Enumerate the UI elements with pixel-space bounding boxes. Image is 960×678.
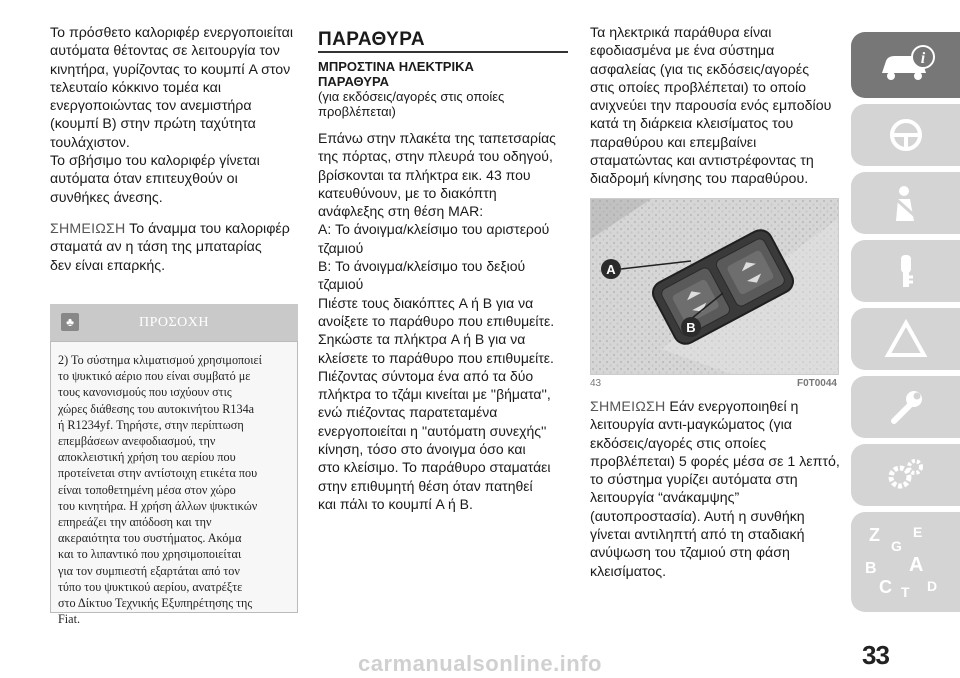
- warning-line: Fiat.: [58, 612, 81, 627]
- callout-a-label: A: [606, 262, 616, 277]
- text-line: βρίσκονται τα πλήκτρα εικ. 43 που: [318, 166, 531, 183]
- text-line: στο κλείσιμο. Το παράθυρο σταματάει: [318, 459, 551, 476]
- warning-line: επεμβάσεων ανεφοδιασμού, την: [58, 434, 216, 449]
- svg-text:G: G: [890, 538, 902, 554]
- section-title: ΠΑΡΑΘΥΡΑ: [318, 29, 426, 50]
- subsection-note: προβλέπεται): [318, 104, 396, 119]
- tab-technical-data[interactable]: [851, 444, 960, 506]
- warning-line: για τον συμπιεστή εξαρτάται από τον: [58, 563, 240, 578]
- svg-text:B: B: [864, 560, 877, 577]
- note-text: Το άναμμα του καλοριφέρ: [129, 221, 290, 237]
- warning-title: ΠΡΟΣΟΧΗ: [139, 315, 209, 330]
- text-line: B: Το άνοιγμα/κλείσιμο του δεξιού: [318, 258, 526, 275]
- alphabet-index-icon: [861, 517, 951, 607]
- note-text: κλεισίματος.: [590, 563, 667, 580]
- text-line: ενώ πιέζοντας παρατεταμένα: [318, 404, 498, 421]
- text-line: Πιέζοντας σύντομα ένα από τα δύο: [318, 367, 534, 384]
- callout-b-label: B: [686, 320, 696, 335]
- text-line: αυτόματα θέτοντας σε λειτουργία τον: [50, 43, 280, 60]
- note-text: το σύστημα γυρίζει αυτόματα στη: [590, 472, 798, 489]
- text-line: Σηκώστε τα πλήκτρα A ή B για να: [318, 331, 526, 348]
- text-line: κίνηση, τόσο στο άνοιγμα όσο και: [318, 441, 526, 458]
- warning-line: και το λιπαντικό που χρησιμοποιείται: [58, 547, 242, 562]
- door-panel-illustration: [591, 199, 838, 374]
- warning-box: [50, 341, 298, 627]
- text-line: στην επιθυμητή θέση όταν πατηθεί: [318, 477, 533, 494]
- text-line: τουλάχιστον.: [50, 134, 130, 151]
- note-text: λειτουργία αντι-μαγκώματος (για: [590, 417, 792, 434]
- figure-number: 43: [590, 378, 602, 389]
- svg-text:E: E: [912, 524, 922, 540]
- text-line: Τα ηλεκτρικά παράθυρα είναι: [590, 25, 772, 41]
- svg-text:A: A: [908, 554, 923, 576]
- section-divider: [318, 51, 568, 53]
- subsection-note: (για εκδόσεις/αγορές στις οποίες: [318, 89, 505, 104]
- tab-info[interactable]: [851, 32, 960, 98]
- text-line: ενεργοποιείται η ''αυτόματη συνεχής'': [318, 422, 547, 439]
- text-line: κλείσετε το παράθυρο που επιθυμείτε.: [318, 349, 554, 366]
- text-line: ασφαλείας (για τις εκδόσεις/αγορές: [590, 61, 810, 78]
- text-line: τζαμιού: [318, 276, 364, 293]
- warning-tree-icon: ♣: [61, 313, 79, 331]
- tab-dashboard-controls[interactable]: [851, 104, 960, 166]
- svg-text:Z: Z: [868, 525, 880, 545]
- warning-line: ή R1234yf. Τηρήστε, στην περίπτωση: [58, 417, 244, 432]
- text-line: ανιχνεύει την παρουσία ενός εμποδίου: [590, 98, 832, 115]
- gears-icon: [884, 455, 928, 495]
- tab-index[interactable]: [851, 512, 960, 612]
- text-line: τελευταίο κόκκινο τομέα και: [50, 79, 221, 96]
- safety-paragraph: [590, 24, 831, 189]
- subsection-title: ΜΠΡΟΣΤΙΝΑ ΗΛΕΚΤΡΙΚΑ: [318, 59, 474, 74]
- text-line: Το πρόσθετο καλοριφέρ ενεργοποιείται: [50, 25, 294, 41]
- warning-triangle-icon: [884, 319, 928, 359]
- note-label: ΣΗΜΕΙΩΣΗ: [50, 221, 126, 237]
- svg-text:i: i: [920, 50, 925, 67]
- text-line: αυτόματα όταν επιτευχθούν οι: [50, 171, 238, 188]
- warning-line: ακεραιότητα του συστήματος. Ακόμα: [58, 531, 242, 546]
- warning-line: το ψυκτικό αέριο που είναι συμβατό με: [58, 369, 251, 384]
- note-text: γίνεται αντιληπτή από τη σταδιακή: [590, 527, 805, 544]
- steering-wheel-icon: [884, 117, 928, 153]
- text-line: (κουμπί B) στην πρώτη ταχύτητα: [50, 116, 256, 133]
- text-line: Επάνω στην πλακέτα της ταπετσαρίας: [318, 130, 556, 146]
- text-line: σταματώντας και αντιστρέφοντας τη: [590, 153, 814, 170]
- warning-line: στο Δίκτυο Τεχνικής Εξυπηρέτησης της: [58, 596, 253, 611]
- tab-starting-driving[interactable]: [851, 240, 960, 302]
- text-line: πλήκτρα το τζάμι κινείται με ''βήματα'',: [318, 386, 551, 403]
- warning-line: είναι τοποθετημένη μέσα στον χώρο: [58, 482, 236, 497]
- window-switch-figure: [590, 198, 839, 375]
- figure-caption: [590, 378, 837, 389]
- warning-line: του κινητήρα. Η χρήση άλλων ψυκτικών: [58, 498, 258, 513]
- text-line: διαδρομή κίνησης του παραθύρου.: [590, 171, 809, 188]
- warning-line: χώρες διάθεσης του αυτοκινήτου R134a: [58, 401, 255, 416]
- warning-line: τύπο του ψυκτικού αερίου, ανατρέξτε: [58, 579, 243, 594]
- figure-code: F0T0044: [796, 378, 837, 389]
- text-line: τζαμιού: [318, 239, 364, 256]
- text-line: ανάφλεξης στη θέση MAR:: [318, 203, 484, 220]
- text-line: A: Το άνοιγμα/κλείσιμο του αριστερού: [318, 221, 550, 238]
- text-line: ανοίξετε το παράθυρο που επιθυμείτε.: [318, 312, 555, 329]
- text-line: κατά τη διάρκεια κλεισίματος του: [590, 116, 794, 133]
- text-line: Το σβήσιμο του καλοριφέρ γίνεται: [50, 153, 260, 170]
- note-text: προβλέπεται) 5 φορές μέσα σε 1 λεπτό,: [590, 453, 840, 470]
- text-line: εφοδιασμένα με ένα σύστημα: [590, 43, 775, 60]
- text-line: της πόρτας, στην πλευρά του οδηγού,: [318, 148, 553, 165]
- text-line: στις οποίες προβλέπεται) το οποίο: [590, 79, 807, 96]
- note-text: σταματά αν η τάση της μπαταρίας: [50, 239, 262, 256]
- svg-text:T: T: [900, 584, 910, 600]
- text-line: παραθύρου και επεμβαίνει: [590, 134, 757, 151]
- heater-paragraph: [50, 24, 293, 207]
- chapter-tabs: [851, 0, 960, 678]
- text-line: Πιέστε τους διακόπτες A ή B για να: [318, 294, 534, 311]
- note-text: ανύψωση του τζαμιού στη φάση: [590, 545, 790, 562]
- page-number: 33: [862, 640, 889, 670]
- text-line: συνθήκες άνεσης.: [50, 189, 163, 206]
- warning-header: [50, 304, 298, 341]
- car-info-icon: [876, 43, 936, 87]
- text-line: κατευθύνουν, με το διακόπτη: [318, 184, 497, 201]
- anti-pinch-note: [590, 398, 840, 581]
- warning-line: επηρεάζει την απόδοση και την: [58, 515, 212, 530]
- warning-line: τους κανονισμούς που ισχύουν στις: [58, 385, 232, 400]
- svg-text:C: C: [878, 577, 892, 597]
- windows-body: [318, 129, 556, 513]
- seatbelt-icon: [884, 183, 928, 223]
- subsection-heading: [318, 60, 504, 119]
- watermark: carmanualsonline.info: [358, 651, 602, 676]
- note-text: λειτουργία “ανάκαμψης”: [590, 490, 740, 507]
- note-text: (αυτοπροστασία). Αυτή η συνθήκη: [590, 508, 805, 525]
- tab-safety[interactable]: [851, 172, 960, 234]
- svg-text:D: D: [926, 578, 937, 594]
- tab-emergency[interactable]: [851, 308, 960, 370]
- note-text: δεν είναι επαρκής.: [50, 257, 166, 274]
- battery-note: [50, 220, 290, 275]
- subsection-title: ΠΑΡΑΘΥΡΑ: [318, 73, 390, 89]
- wrench-icon: [884, 387, 928, 427]
- key-icon: [884, 251, 928, 291]
- note-text: Εάν ενεργοποιηθεί η: [669, 399, 799, 415]
- text-line: κινητήρα, γυρίζοντας το κουμπί A στον: [50, 61, 291, 78]
- text-line: ενεργοποιώντας τον ανεμιστήρα: [50, 98, 252, 115]
- warning-line: 2) Το σύστημα κλιματισμού χρησιμοποιεί: [58, 353, 262, 367]
- text-line: και πάλι το κουμπί A ή B.: [318, 495, 473, 512]
- note-text: εκδόσεις/αγορές στις οποίες: [590, 435, 767, 452]
- tab-maintenance[interactable]: [851, 376, 960, 438]
- warning-line: προτείνεται στην αντίστοιχη ετικέτα που: [58, 466, 258, 481]
- note-label: ΣΗΜΕΙΩΣΗ: [590, 399, 666, 415]
- warning-line: αποκλειστική χρήση του αερίου που: [58, 450, 236, 465]
